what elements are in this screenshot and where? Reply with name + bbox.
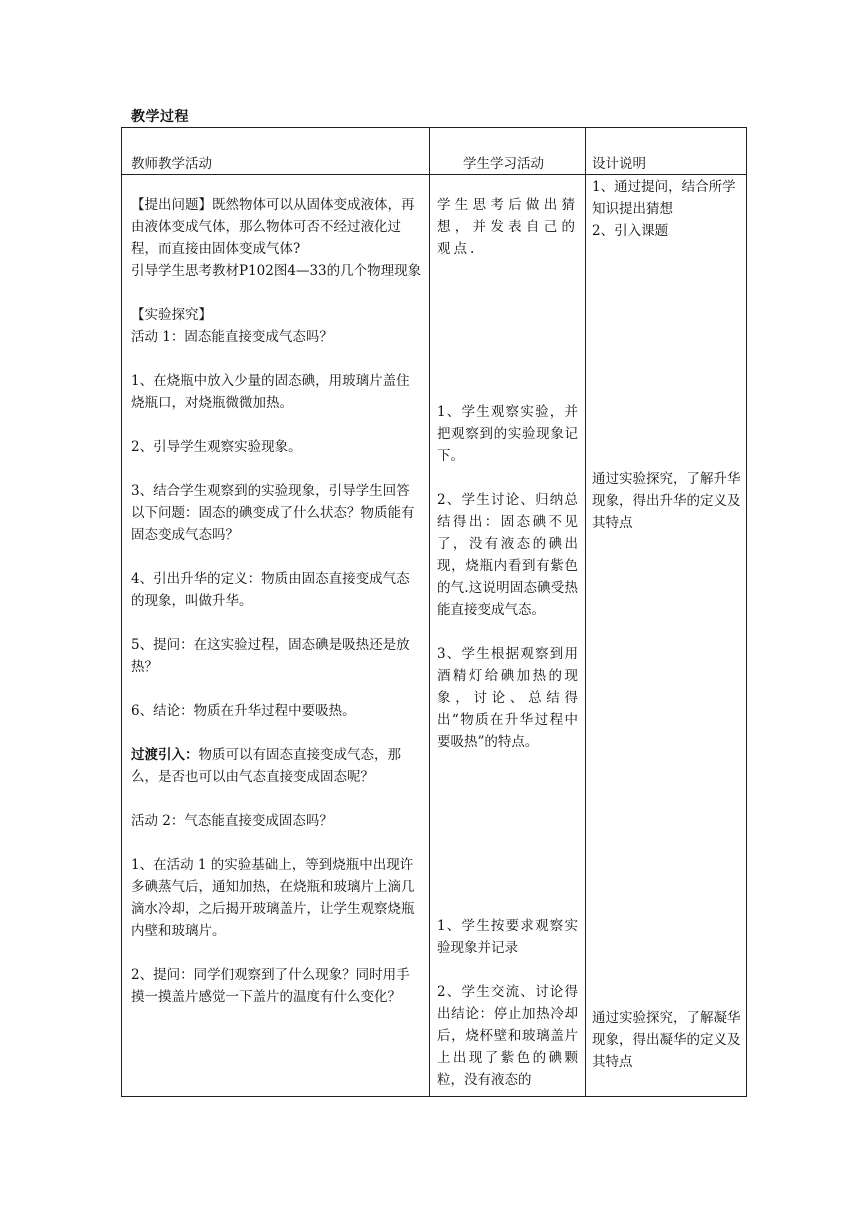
teacher-activity-cell [131,194,423,1008]
guide-paragraph: 引导学生思考教材P102图4—33的几个物理现象 [131,263,422,279]
activity-1-heading: 活动 1：固态能直接变成气态吗？ [131,329,333,345]
design-note: 通过实验探究，了解凝华现象，得出凝华的定义及其特点 [592,1010,741,1070]
design-notes-cell [592,1007,742,1073]
design-notes-cell [592,468,742,534]
design-notes-cell [592,176,742,242]
student-step: 学生思考后做出猜想，并发表自己的观点. [437,197,578,257]
student-activity-cell [437,915,578,1091]
design-note: 1、通过提问，结合所学知识提出猜想 [592,179,736,217]
section-title: 教学过程 [131,109,189,125]
design-note: 通过实验探究，了解升华现象，得出升华的定义及其特点 [592,471,741,531]
student-step: 1、学生按要求观察实验现象并记录 [437,918,578,956]
teacher-step: 1、在烧瓶中放入少量的固态碘，用玻璃片盖住烧瓶口，对烧瓶微微加热。 [131,373,410,411]
question-paragraph: 【提出问题】既然物体可以从固体变成液体，再由液体变成气体，那么物体可否不经过液化过程，而直接由固体变成气体? [131,197,415,257]
column-divider [585,128,586,1096]
transition-label: 过渡引入： [131,747,199,763]
teacher-step: 3、结合学生观察到的实验现象，引导学生回答以下问题：固态的碘变成了什么状态？物质能有固态变成气态吗？ [131,483,415,543]
teacher-step: 2、提问：同学们观察到了什么现象？同时用手摸一摸盖片感觉一下盖片的温度有什么变化？ [131,967,410,1005]
header-teacher-activity: 教师教学活动 [131,156,212,172]
student-activity-cell [437,401,578,753]
activity-2-heading: 活动 2：气态能直接变成固态吗？ [131,813,333,829]
student-step: 2、学生交流、讨论得出结论：停止加热冷却后，烧杯壁和玻璃盖片上出现了紫色的碘颗粒，没有液态的 [437,984,578,1088]
teacher-step: 6、结论：物质在升华过程中要吸热。 [131,703,356,719]
transition-text: 物质可以有固态直接变成气态，那么，是否也可以由气态直接变成固态呢？ [131,747,401,785]
column-divider [429,128,430,1096]
transition-paragraph [131,744,423,788]
header-student-activity: 学生学习活动 [463,156,544,172]
teacher-step: 2、引导学生观察实验现象。 [131,439,302,455]
teacher-step: 4、引出升华的定义：物质由固态直接变成气态的现象，叫做升华。 [131,571,410,609]
header-divider [122,174,746,175]
header-design-notes: 设计说明 [592,156,646,172]
student-step: 2、学生讨论、归纳总结得出：固态碘不见了，没有液态的碘出现，烧瓶内看到有紫色的气.这说明固态碘受热能直接变成气态。 [437,492,578,618]
student-step: 1、学生观察实验，并把观察到的实验现象记下。 [437,404,578,464]
design-note: 2、引入课题 [592,223,669,239]
student-step: 3、学生根据观察到用酒精灯给碘加热的现象，讨论、总结得出“物质在升华过程中要吸热”的特点。 [437,646,578,750]
experiment-heading: 【实验探究】 [131,307,212,323]
student-activity-cell [437,194,578,260]
teacher-step: 1、在活动 1 的实验基础上，等到烧瓶中出现许多碘蒸气后，通知加热，在烧瓶和玻璃片上滴几滴水冷却，之后揭开玻璃盖片，让学生观察烧瓶内壁和玻璃片。 [131,857,415,939]
lesson-table [121,127,747,1097]
teacher-step: 5、提问：在这实验过程，固态碘是吸热还是放热？ [131,637,410,675]
